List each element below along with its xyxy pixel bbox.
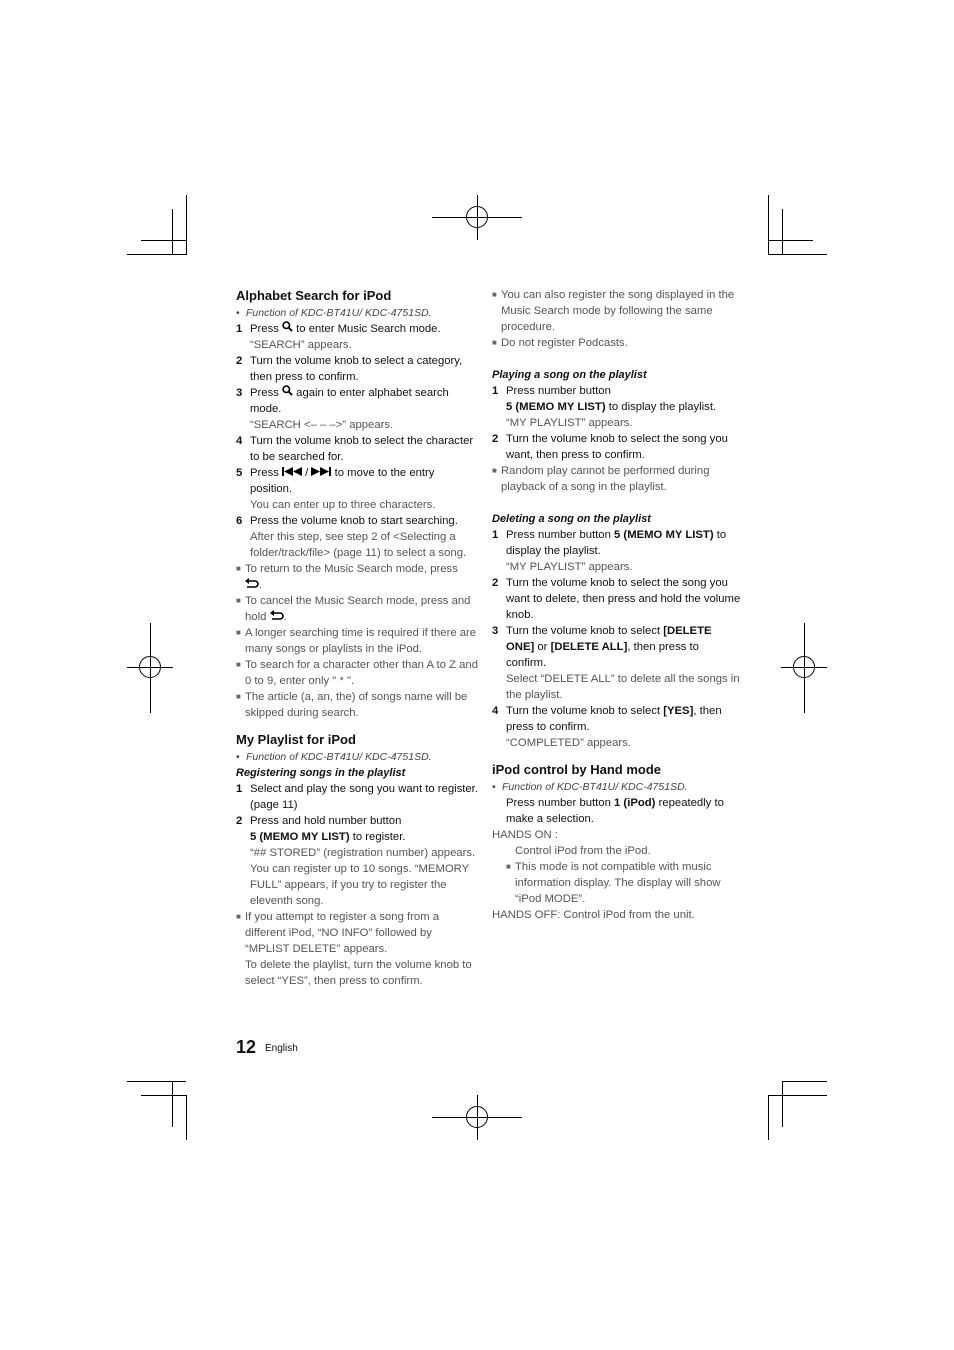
- step-number: 3: [236, 387, 243, 399]
- option-name: [DELETE ONE]: [506, 625, 712, 653]
- step-text: to enter Music Search mode.: [296, 323, 441, 335]
- bullet-continuation: To delete the playlist, turn the volume knob to select “YES”, then press to confirm.: [245, 959, 472, 987]
- page-number: 12: [236, 1037, 257, 1057]
- step-number: 4: [492, 705, 499, 717]
- button-name: 1 (iPod): [614, 797, 656, 809]
- step-text: Turn the volume knob to select the song you want, then press to confirm.: [506, 433, 728, 461]
- step-text: to move to the entry position.: [250, 467, 435, 495]
- bullet-note: ■ Random play cannot be performed during playback of a song in the playlist.: [492, 463, 742, 495]
- step-text: to register.: [352, 831, 406, 843]
- return-icon: [245, 577, 259, 593]
- step-number: 1: [236, 323, 243, 335]
- step-text: again to enter alphabet search mode.: [250, 387, 449, 415]
- registering-subheading: Registering songs in the playlist: [236, 767, 406, 779]
- step-3: [236, 385, 478, 417]
- return-icon: [270, 609, 284, 625]
- button-name: 5 (MEMO MY LIST): [614, 529, 714, 541]
- right-column: [492, 287, 742, 923]
- hands-on-description: Control iPod from the iPod.: [515, 845, 651, 857]
- my-playlist-heading: My Playlist for iPod: [236, 732, 356, 747]
- step-note: “COMPLETED” appears.: [506, 737, 631, 749]
- step-note: You can enter up to three characters.: [250, 499, 436, 511]
- step-text: Press: [250, 323, 279, 335]
- step-number: 1: [492, 529, 499, 541]
- step-text: Turn the volume knob to select: [506, 705, 661, 717]
- step-text: , then press to confirm.: [506, 705, 722, 733]
- search-icon: [282, 385, 293, 401]
- function-note: • Function of KDC-BT41U/ KDC-4751SD.: [492, 779, 742, 795]
- step-number: 5: [236, 467, 243, 479]
- step-note: “SEARCH <– – –>” appears.: [250, 419, 394, 431]
- bullet-note: ■ Do not register Podcasts.: [492, 335, 742, 351]
- step-text: Press and hold number button: [250, 815, 402, 827]
- step-text: Press number button: [506, 529, 611, 541]
- delete-step-2: [492, 575, 742, 623]
- function-note: • Function of KDC-BT41U/ KDC-4751SD.: [236, 749, 478, 765]
- step-2: [236, 353, 478, 385]
- bullet-note: ■ If you attempt to register a song from a different iPod, “NO INFO” followed by “MPLIST DELETE” appears.: [236, 909, 478, 957]
- step-text: Press: [250, 387, 279, 399]
- play-step-2: [492, 431, 742, 463]
- bullet-note: ■ A longer searching time is required if there are many songs or playlists in the iPod.: [236, 625, 478, 657]
- step-5: [236, 465, 478, 497]
- button-name: 5 (MEMO MY LIST): [250, 831, 350, 843]
- bullet-note: ■ To return to the Music Search mode, press .: [236, 561, 478, 593]
- option-name: [DELETE ALL]: [550, 641, 628, 653]
- button-name: 5 (MEMO MY LIST): [506, 401, 606, 413]
- hand-mode-heading: iPod control by Hand mode: [492, 762, 662, 777]
- step-note: Select “DELETE ALL” to delete all the songs in the playlist.: [506, 673, 740, 701]
- bullet-note: ■ You can also register the song displayed in the Music Search mode by following the same procedure.: [492, 287, 742, 335]
- step-text: /: [305, 467, 309, 479]
- step-text: Select and play the song you want to register. (page 11): [250, 783, 478, 811]
- bullet-text: To cancel the Music Search mode, press and hold: [245, 595, 471, 623]
- bullet-note: ■ This mode is not compatible with music information display. The display will show “iPod MODE”.: [506, 859, 742, 907]
- step-text: Press number button: [506, 385, 611, 397]
- hand-mode-instruction: [492, 795, 742, 827]
- step-text: Press number button: [506, 797, 611, 809]
- step-text: repeatedly to make a selection.: [506, 797, 724, 825]
- alphabet-search-heading: Alphabet Search for iPod: [236, 288, 392, 303]
- bullet-note: ■ To search for a character other than A to Z and 0 to 9, enter only " * ".: [236, 657, 478, 689]
- step-1: [236, 321, 478, 337]
- bullet-note: ■ The article (a, an, the) of songs name will be skipped during search.: [236, 689, 478, 721]
- register-step-2: [236, 813, 478, 845]
- step-number: 2: [236, 355, 243, 367]
- step-text: Press the volume knob to start searching.: [250, 515, 458, 527]
- play-step-1: [492, 383, 742, 415]
- playing-subheading: Playing a song on the playlist: [492, 369, 647, 381]
- step-number: 1: [492, 385, 499, 397]
- option-name: [YES]: [663, 705, 694, 717]
- step-number: 2: [236, 815, 243, 827]
- left-column: [236, 287, 478, 989]
- step-text: , then press to confirm.: [506, 641, 699, 669]
- hands-off-label: HANDS OFF: Control iPod from the unit.: [492, 909, 695, 921]
- step-number: 1: [236, 783, 243, 795]
- delete-step-1: [492, 527, 742, 559]
- delete-step-3: [492, 623, 742, 671]
- step-number: 3: [492, 625, 499, 637]
- step-4: [236, 433, 478, 465]
- step-text: Turn the volume knob to select the song you want to delete, then press and hold the volume knob.: [506, 577, 741, 621]
- function-note: • Function of KDC-BT41U/ KDC-4751SD.: [236, 305, 478, 321]
- step-text: to display the playlist.: [608, 401, 717, 413]
- register-step-1: [236, 781, 478, 813]
- bullet-text: To return to the Music Search mode, press: [245, 563, 458, 575]
- delete-step-4: [492, 703, 742, 735]
- step-note: “SEARCH” appears.: [250, 339, 352, 351]
- step-text: or: [537, 641, 548, 653]
- hands-on-label: HANDS ON :: [492, 829, 558, 841]
- step-note: “MY PLAYLIST” appears.: [506, 417, 633, 429]
- step-text: Press: [250, 467, 279, 479]
- search-icon: [282, 321, 293, 337]
- step-number: 2: [492, 577, 499, 589]
- step-note: “MY PLAYLIST” appears.: [506, 561, 633, 573]
- bullet-note: ■ To cancel the Music Search mode, press and hold .: [236, 593, 478, 625]
- deleting-subheading: Deleting a song on the playlist: [492, 513, 651, 525]
- step-number: 6: [236, 515, 243, 527]
- step-6: [236, 513, 478, 529]
- prev-icon: [282, 465, 302, 481]
- step-text: to display the playlist.: [506, 529, 727, 557]
- step-number: 2: [492, 433, 499, 445]
- step-text: Turn the volume knob to select a category, then press to confirm.: [250, 355, 463, 383]
- next-icon: [311, 465, 331, 481]
- step-note: “## STORED” (registration number) appears. You can register up to 10 songs. “MEMORY FULL” appears, if you try to register the eleventh song.: [250, 847, 476, 907]
- step-note: After this step, see step 2 of <Selecting a folder/track/file> (page 11) to select a song.: [250, 531, 467, 559]
- step-text: Turn the volume knob to select: [506, 625, 661, 637]
- language-label: English: [265, 1043, 298, 1054]
- step-text: Turn the volume knob to select the character to be searched for.: [250, 435, 474, 463]
- step-number: 4: [236, 435, 243, 447]
